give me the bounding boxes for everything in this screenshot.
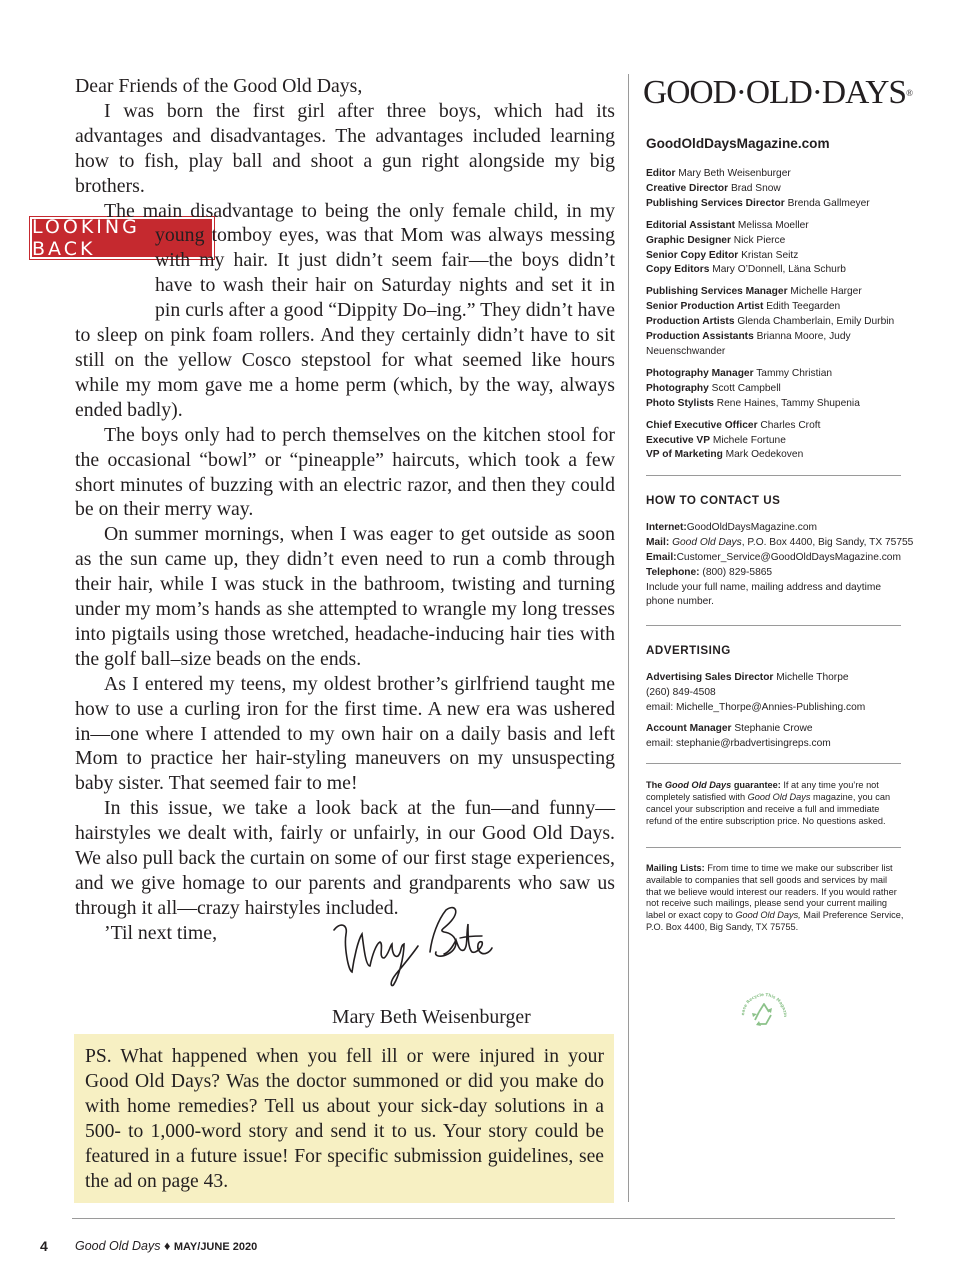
- footer-issue-date: MAY/JUNE 2020: [173, 1241, 258, 1253]
- section-divider: [646, 763, 901, 764]
- staff-line: Editorial Assistant Melissa Moeller: [646, 219, 809, 231]
- letter-paragraph: As I entered my teens, my oldest brother’s girlfriend taught me how to use a curling iron for the first time. A new era was ushered in—one where I attended to my own hair on a daily basis and left Mom to practice her hair-styling maneuvers on my unsuspecting baby sister. That seemed fair to me!: [75, 672, 615, 795]
- section-divider: [646, 847, 901, 848]
- staff-group: [646, 367, 904, 412]
- staff-line: Senior Production Artist Edith Teegarden: [646, 301, 841, 313]
- staff-line: Publishing Services Director Brenda Gallmeyer: [646, 197, 870, 209]
- staff-line: VP of Marketing Mark Oedekoven: [646, 449, 804, 461]
- footer-publication: [75, 1239, 257, 1253]
- staff-line: Photo Stylists Rene Haines, Tammy Shupenia: [646, 397, 860, 409]
- badge-spacer: [0, 223, 155, 298]
- advertising-info: [646, 671, 904, 752]
- letter-closing: ’Til next time,: [104, 921, 218, 944]
- contact-mail: Mail: Good Old Days, P.O. Box 4400, Big Sandy, TX 75755: [646, 537, 914, 549]
- footer-rule: [72, 1218, 895, 1219]
- staff-group: [646, 219, 904, 279]
- ad-account-email: email: stephanie@rbadvertisingreps.com: [646, 738, 831, 750]
- ad-sales-line: Advertising Sales Director Michelle Thorpe: [646, 672, 849, 684]
- letter-paragraph-lead: The main disadvantage to being the only female child, in: [104, 199, 590, 222]
- signer-name: Mary Beth Weisenburger: [332, 1006, 531, 1028]
- column-divider: [628, 74, 629, 1202]
- contact-info: [646, 521, 914, 610]
- signature-image: [326, 900, 496, 990]
- guarantee-text: The Good Old Days guarantee: If at any time you’re not completely satisfied with Good Old Days magazine, you can cancel your subscription and receive a full and immediate refund of the entire subscription price. No questions asked.: [646, 780, 891, 826]
- letter-paragraph: On summer mornings, when I was eager to get outside as soon as the sun came up, they didn’t even need to run a comb through their hair, while I was stuck in the bathroom, twisting and turning under my mom’s hands as she attempted to wrangle my long tresses into pigtails using those wretched, headache-inducing hair ties with the golf ball–size beads on the ends.: [75, 523, 615, 670]
- magazine-logo: [643, 72, 913, 114]
- recycle-icon: [735, 990, 793, 1030]
- looking-back-badge: LOOKING BACK: [30, 217, 214, 259]
- staff-group: [646, 167, 904, 212]
- contact-phone: Telephone: (800) 829-5865: [646, 566, 773, 578]
- ad-sales-email: email: Michelle_Thorpe@Annies-Publishing.com: [646, 701, 866, 713]
- logo-text: GOOD·OLD·DAYS: [643, 74, 907, 111]
- staff-line: Copy Editors Mary O’Donnell, Läna Schurb: [646, 264, 846, 276]
- registered-mark: ®: [906, 88, 913, 98]
- staff-line: Photography Scott Campbell: [646, 382, 781, 394]
- letter-paragraph: I was born the first girl after three boys, which had its advantages and disadvantages. The advantages included learning how to fish, play ball and shoot a gun right alongside my big brothers.: [75, 99, 615, 197]
- staff-line: Executive VP Michele Fortune: [646, 434, 786, 446]
- staff-line: Publishing Services Manager Michelle Harger: [646, 286, 862, 298]
- editor-letter: [75, 74, 615, 946]
- staff-line: Graphic Designer Nick Pierce: [646, 234, 786, 246]
- staff-line: Senior Copy Editor Kristan Seitz: [646, 249, 799, 261]
- svg-text:Please Recycle This Magazine: [735, 990, 788, 1017]
- staff-line: Photography Manager Tammy Christian: [646, 367, 833, 379]
- website-link[interactable]: GoodOldDaysMagazine.com: [646, 136, 830, 151]
- letter-paragraph: In this issue, we take a look back at the fun—and funny—hairstyles we dealt with, fairly or unfairly, in our Good Old Days. We also pull back the curtain on some of our first stage experiences, and we give homage to our parents and grandparents who saw us through it all—crazy hairstyles included.: [75, 797, 615, 919]
- ad-sales-phone: (260) 849-4508: [646, 686, 716, 698]
- letter-paragraph: The boys only had to perch themselves on the kitchen stool for the occasional “bowl” or “pineapple” haircuts, which took a few short minutes of buzzing with an electric razor, and then they could be on their merry way.: [75, 423, 615, 521]
- letter-paragraph-rest: my young tomboy eyes, was that Mom was always messing with my hair. It just didn’t seem fair—the boys didn’t have to wash their hair on Saturday nights and set it in pin curls after a good “Dippity Do–ing.” They didn’t have to sleep on pink foam rollers. And they certainly didn’t have to sit still on the yellow Cosco stepstool for what seemed like hours while my mom gave me a home perm (which, by the way, always ended badly).: [75, 199, 615, 421]
- staff-line: Chief Executive Officer Charles Croft: [646, 419, 821, 431]
- ad-account-line: Account Manager Stephanie Crowe: [646, 723, 813, 735]
- advertising-heading: ADVERTISING: [646, 644, 731, 658]
- staff-line: Editor Mary Beth Weisenburger: [646, 168, 791, 179]
- footer-magazine-name: Good Old Days: [75, 1239, 161, 1253]
- masthead: [643, 72, 914, 934]
- letter-paragraph-with-badge: [75, 199, 615, 423]
- staff-list: [646, 167, 904, 463]
- recycle-caption: ease Recycle This Magazin: [739, 991, 789, 1018]
- contact-internet: Internet:GoodOldDaysMagazine.com: [646, 522, 817, 534]
- section-divider: [646, 625, 901, 626]
- letter-salutation: Dear Friends of the Good Old Days,: [75, 75, 363, 97]
- diamond-separator-icon: ♦: [163, 1239, 171, 1253]
- page-number: 4: [40, 1238, 48, 1254]
- section-divider: [646, 475, 901, 476]
- staff-line: Creative Director Brad Snow: [646, 182, 781, 194]
- staff-group: [646, 419, 904, 464]
- staff-line: Production Artists Glenda Chamberlain, Emily Durbin: [646, 316, 895, 328]
- staff-line: Production Assistants Brianna Moore, Judy Neuenschwander: [646, 331, 851, 357]
- contact-heading: HOW TO CONTACT US: [646, 494, 781, 508]
- ps-callout: PS. What happened when you fell ill or were injured in your Good Old Days? Was the doctor summoned or did you make do with home remedies? Tell us about your sick-day solutions in a 500- to 1,000-word story and send it to us. Your story could be featured in a future issue! For specific submission guidelines, see the ad on page 43.: [74, 1034, 614, 1203]
- contact-email: Email:Customer_Service@GoodOldDaysMagazine.com: [646, 551, 901, 563]
- mailing-lists-text: Mailing Lists: From time to time we make our subscriber list available to companies that sell goods and services by mail that we believe would interest our readers. If you would rather not receive such mailings, please send your current mailing label or exact copy to Good Old Days, Mail Preference Service, P.O. Box 4400, Big Sandy, TX 75755.: [646, 862, 904, 933]
- staff-group: [646, 285, 904, 360]
- contact-note: Include your full name, mailing address and daytime phone number.: [646, 581, 882, 608]
